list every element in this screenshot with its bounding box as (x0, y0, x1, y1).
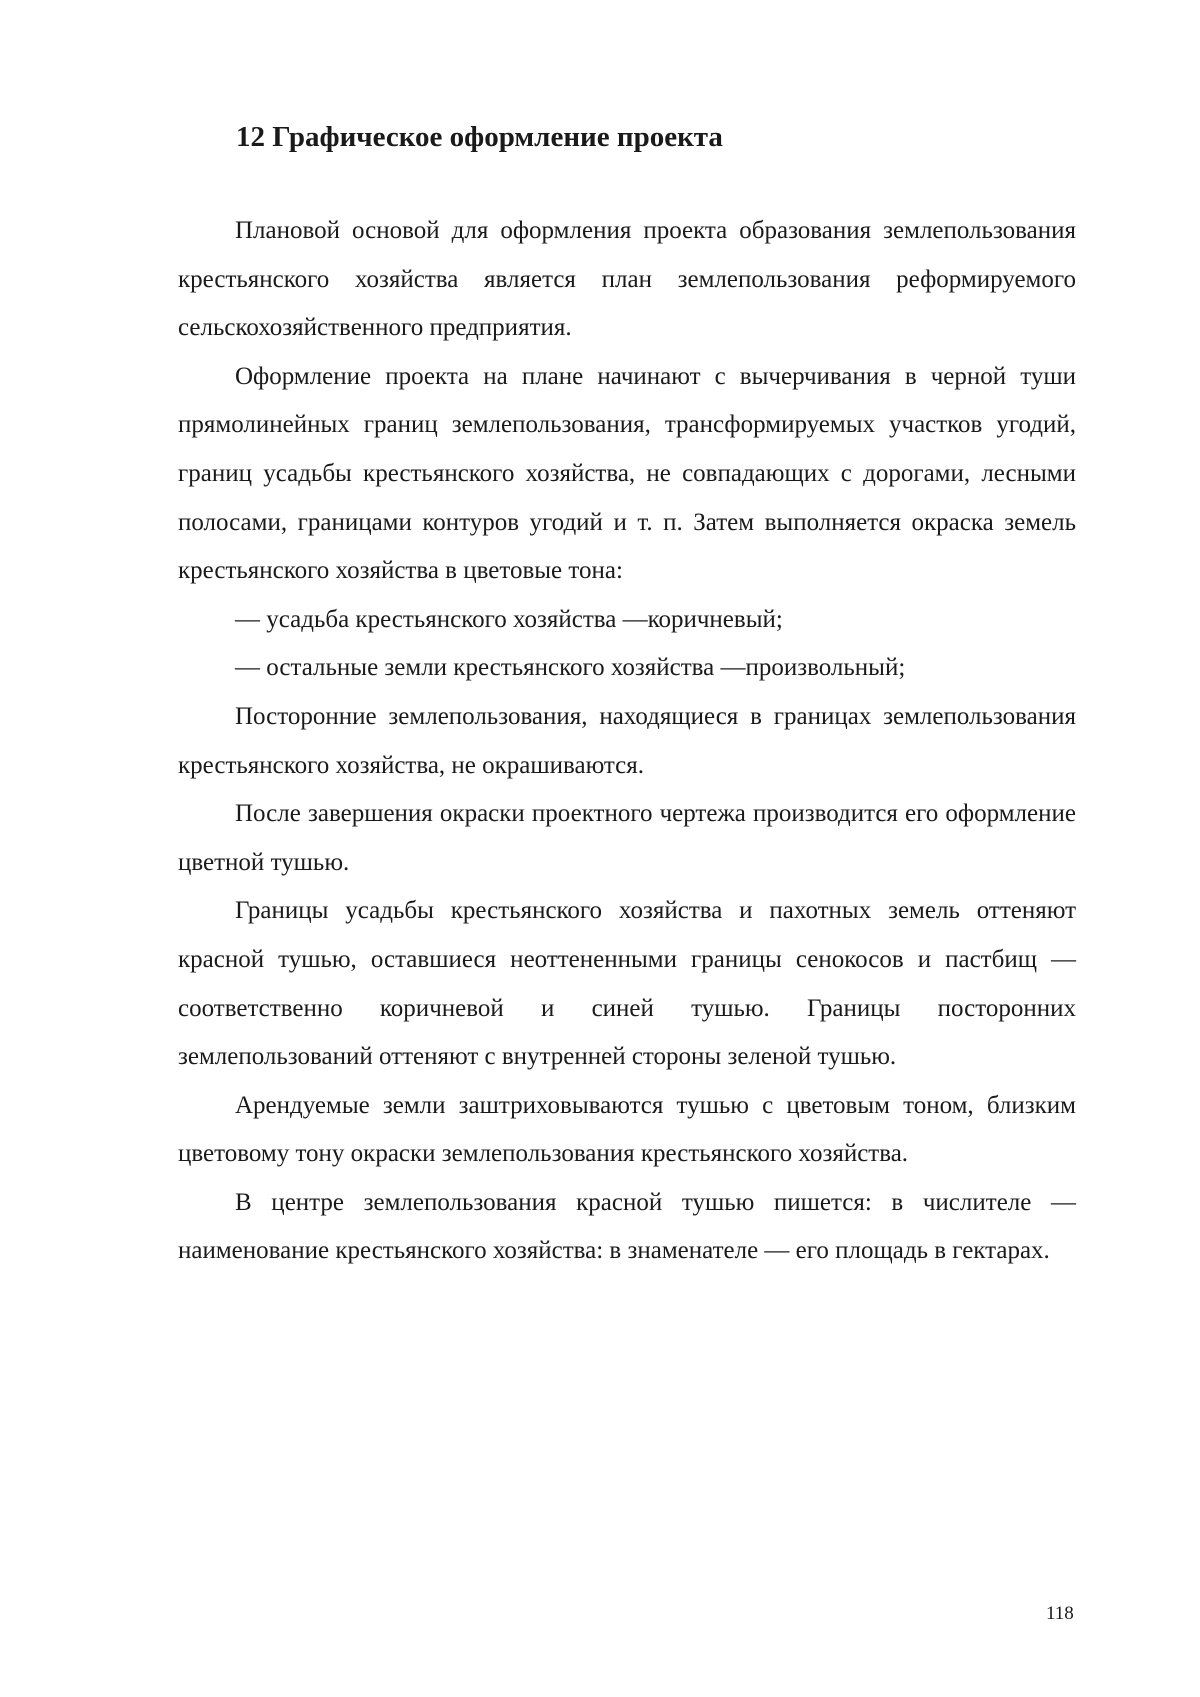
paragraph: Границы усадьбы крестьянского хозяйства и пахотных земель оттеняют красной тушью, оставшиеся неоттененными границы сенокосов и пастбищ — соответственно коричневой и синей тушью. Границы посторонних землепользований оттеняют с внутренней стороны зеленой тушью. (178, 897, 1076, 1071)
page-number: 118 (1046, 1603, 1074, 1624)
paragraph: Арендуемые земли заштриховываются тушью с цветовым тоном, близким цветовому тону окраски землепользования крестьянского хозяйства. (178, 1091, 1076, 1168)
section-heading: 12 Графическое оформление проекта (236, 121, 723, 153)
paragraph: После завершения окраски проектного чертежа производится его оформление цветной тушью. (178, 800, 1076, 876)
list-item: — усадьба крестьянского хозяйства —коричневый; (235, 605, 783, 633)
paragraph: Оформление проекта на плане начинают с вычерчивания в черной туши прямолинейных границ землепользования, трансформируемых участков угодий, границ усадьбы крестьянского хозяйства, не совпадающих с дорогами, лесными полосами, границами контуров угодий и т. п. Затем выполняется окраска земель крестьянского хозяйства в цветовые тона: (178, 362, 1076, 585)
paragraph: В центре землепользования красной тушью пишется: в числителе — наименование крестьянского хозяйства: в знаменателе — его площадь в гектарах. (178, 1188, 1076, 1265)
paragraph: Посторонние землепользования, находящиеся в границах землепользования крестьянского хозяйства, не окрашиваются. (178, 702, 1076, 779)
body-text (178, 207, 1076, 1276)
paragraph: Плановой основой для оформления проекта образования землепользования крестьянского хозяйства является план землепользования реформируемого сельскохозяйственного предприятия. (178, 217, 1076, 342)
list-item: — остальные земли крестьянского хозяйства —произвольный; (235, 654, 906, 682)
